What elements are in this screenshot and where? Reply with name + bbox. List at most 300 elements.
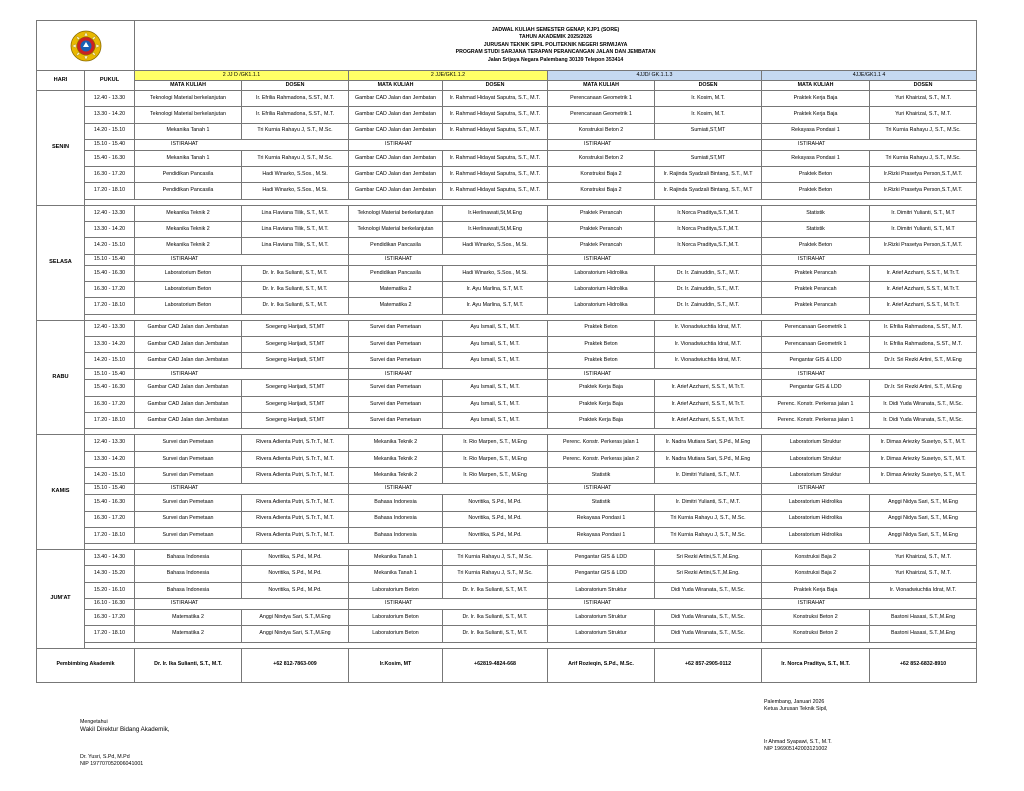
course-name: Laboratorium Struktur — [762, 467, 870, 483]
course-name: Bahasa Indonesia — [349, 495, 443, 511]
lecturer-name: Dr. Ir. Ika Sulianti, S.T., M.T. — [443, 582, 548, 598]
course-name: Gambar CAD Jalan dan Jembatan — [349, 91, 443, 107]
time-slot: 17.20 - 18.10 — [85, 298, 135, 314]
time-slot-row — [37, 451, 977, 467]
course-name: Gambar CAD Jalan dan Jembatan — [135, 396, 242, 412]
lecturer-name: Tri Kurnia Rahayu J, S.T., M.Sc. — [870, 123, 977, 139]
course-name: Mekanika Tanah 1 — [135, 123, 242, 139]
time-slot-row — [37, 599, 977, 610]
break-label: ISTIRAHAT — [762, 254, 977, 265]
course-name: Praktek Beton — [548, 320, 655, 336]
course-name: Laboratorium Hidrolika — [548, 265, 655, 281]
lecturer-name: Soegeng Harijadi, ST,MT — [242, 380, 349, 396]
advisor-name: Ir.Kosim, MT — [349, 648, 443, 682]
course-name: Laboratorium Hidrolika — [762, 495, 870, 511]
course-name: Teknologi Material berkelanjutan — [135, 91, 242, 107]
time-slot-row — [37, 139, 977, 150]
lecturer-name: Ir. Nadra Mutiara Sari, S.Pd., M.Eng — [655, 451, 762, 467]
time-slot: 16.10 - 16.30 — [85, 599, 135, 610]
lecturer-name: Rivera Adienta Putri, S.Tr.T., M.T. — [242, 495, 349, 511]
lecturer-name: Tri Kurnia Rahayu J, S.T., M.Sc. — [655, 527, 762, 543]
lecturer-name: Tri Kurnia Rahayu J, S.T., M.Sc. — [870, 150, 977, 166]
header-line: TAHUN AKADEMIK 2025/2026 — [519, 34, 592, 41]
lecturer-name: Ir.Herlinawati,St,M.Eng — [443, 222, 548, 238]
lecturer-name: Ir. Arief Azzharri, S.S.T., M.Tr.T. — [870, 281, 977, 297]
lecturer-name: Ir. Rajinda Syadzali Bintang, S.T., M.T — [655, 167, 762, 183]
course-name: Survei dan Pemetaan — [349, 396, 443, 412]
lecturer-name: Ir. Vionadwiuchtia Idrat, M.T. — [655, 353, 762, 369]
lecturer-name: Dr. Ir. Zainuddin, S.T., M.T. — [655, 281, 762, 297]
break-label: ISTIRAHAT — [762, 369, 977, 380]
lecturer-name: Ayu Ismail, S.T., M.T. — [443, 320, 548, 336]
sign-left-name: Dr. Yusri, S.Pd, M.Pd — [80, 754, 130, 760]
break-label: ISTIRAHAT — [548, 139, 762, 150]
lecturer-name: Ir. Rahmad Hidayat Saputra, S.T., M.T. — [443, 183, 548, 199]
class-header: 4JJE/GK1.1 4 — [762, 71, 977, 81]
lecturer-name: Ir.Herlinawati,St,M.Eng — [443, 205, 548, 221]
lecturer-name: Tri Kurnia Rahayu J, S.T., M.Sc. — [655, 511, 762, 527]
course-name: Laboratorium Hidrolika — [548, 281, 655, 297]
course-name: Matematika 2 — [349, 281, 443, 297]
lecturer-name: Ir.Rizki Prasetya Person,S.T.,M.T. — [870, 183, 977, 199]
dosen-header: DOSEN — [870, 81, 977, 91]
course-name: Laboratorium Beton — [349, 582, 443, 598]
course-name: Survei dan Pemetaan — [135, 467, 242, 483]
course-name: Perenc. Konstr. Perkeras jalan 1 — [548, 435, 655, 451]
lecturer-name: Tri Kurnia Rahayu J, S.T., M.Sc. — [242, 150, 349, 166]
lecturer-name: Ayu Ismail, S.T., M.T. — [443, 396, 548, 412]
course-name: Laboratorium Beton — [349, 626, 443, 642]
mata-kuliah-header: MATA KULIAH — [548, 81, 655, 91]
lecturer-name: Ir. Didi Yuda Wiranata, S.T., M.Sc. — [870, 413, 977, 429]
lecturer-name: Ir. Rahmad Hidayat Saputra, S.T., M.T. — [443, 107, 548, 123]
time-slot-row — [37, 495, 977, 511]
time-slot: 16.30 - 17.20 — [85, 511, 135, 527]
course-name: Praktek Kerja Baja — [762, 582, 870, 598]
time-slot: 15.20 - 16.10 — [85, 582, 135, 598]
course-name: Gambar CAD Jalan dan Jembatan — [135, 380, 242, 396]
lecturer-name: Ir. Efrilia Rahmadona, S.ST., M.T. — [870, 320, 977, 336]
course-name: Bahasa Indonesia — [349, 511, 443, 527]
advisor-phone: +62819-4824-668 — [443, 648, 548, 682]
lecturer-name: Sumiati,ST,MT — [655, 150, 762, 166]
break-label: ISTIRAHAT — [762, 599, 977, 610]
course-name: Laboratorium Beton — [135, 298, 242, 314]
day-name: SENIN — [37, 91, 85, 206]
course-name: Laboratorium Struktur — [762, 435, 870, 451]
course-name: Laboratorium Struktur — [548, 610, 655, 626]
lecturer-name: Ir. Arief Azzharri, S.S.T., M.Tr.T. — [655, 413, 762, 429]
time-slot: 13.30 - 14.20 — [85, 107, 135, 123]
lecturer-name: Ir. Efrilia Rahmadona, S.ST., M.T. — [870, 336, 977, 352]
course-name: Mekanika Teknik 2 — [135, 238, 242, 254]
course-name: Mekanika Tanah 1 — [135, 150, 242, 166]
course-name: Konstruksi Baja 2 — [548, 183, 655, 199]
lecturer-name: Yuri Khairizal, S.T., M.T. — [870, 91, 977, 107]
lecturer-name: Lina Flaviana Tilik, S.T., M.T. — [242, 205, 349, 221]
time-slot: 13.30 - 14.20 — [85, 336, 135, 352]
lecturer-name: Novritika, S.Pd., M.Pd. — [443, 527, 548, 543]
time-slot: 14.20 - 15.10 — [85, 353, 135, 369]
course-name: Pendidikan Pancasila — [349, 265, 443, 281]
course-name: Statistik — [548, 467, 655, 483]
time-slot: 14.20 - 15.10 — [85, 123, 135, 139]
course-name: Pendidikan Pancasila — [349, 238, 443, 254]
lecturer-name: Yuri Khairizal, S.T., M.T. — [870, 107, 977, 123]
course-name: Perencanaan Geometrik 1 — [762, 336, 870, 352]
course-name: Praktek Beton — [548, 353, 655, 369]
course-name: Matematika 2 — [349, 298, 443, 314]
time-slot: 15.40 - 16.30 — [85, 150, 135, 166]
course-name: Konstruksi Beton 2 — [762, 610, 870, 626]
time-slot: 12.40 - 13.30 — [85, 91, 135, 107]
class-header: 4JJD/ GK.1.1.3 — [548, 71, 762, 81]
course-name: Mekanika Teknik 2 — [349, 451, 443, 467]
time-slot-row — [37, 550, 977, 566]
lecturer-name: Hadi Winarko, S.Sos., M.Si. — [443, 265, 548, 281]
course-name: Praktek Perancah — [762, 298, 870, 314]
time-slot-row — [37, 413, 977, 429]
sign-left-line2: Wakil Direktur Bidang Akademik, — [80, 726, 170, 733]
course-name: Praktek Perancah — [548, 205, 655, 221]
lecturer-name: Ir. Rio Marpen, S.T., M.Eng — [443, 451, 548, 467]
signature-right — [764, 699, 832, 753]
time-slot-row — [37, 511, 977, 527]
time-slot: 15.10 - 15.40 — [85, 484, 135, 495]
lecturer-name: Anggi Nindya Sari, S.T.,M.Eng — [242, 626, 349, 642]
course-name: Praktek Kerja Baja — [762, 91, 870, 107]
time-slot-row — [37, 107, 977, 123]
time-slot: 16.30 - 17.20 — [85, 281, 135, 297]
time-slot-row — [37, 626, 977, 642]
time-slot-row — [37, 281, 977, 297]
lecturer-name: Sri Rezki Artini,S.T.,M.Eng. — [655, 550, 762, 566]
lecturer-name: Tri Kurnia Rahayu J, S.T., M.Sc. — [242, 123, 349, 139]
lecturer-name: Dr. Ir. Ika Sulianti, S.T., M.T. — [242, 281, 349, 297]
lecturer-name: Ir.Norca Praditya,S.T.,M.T. — [655, 222, 762, 238]
course-name: Laboratorium Struktur — [548, 626, 655, 642]
break-label: ISTIRAHAT — [548, 484, 762, 495]
course-name: Pendidikan Pancasila — [135, 167, 242, 183]
break-label: ISTIRAHAT — [135, 254, 349, 265]
lecturer-name: Ir. Dimitri Yulianti, S.T., M.T. — [655, 495, 762, 511]
course-name: Rekayasa Pondasi 1 — [548, 511, 655, 527]
lecturer-name: Dr.Ir. Sri Rezki Artini, S.T., M.Eng — [870, 353, 977, 369]
break-label: ISTIRAHAT — [349, 139, 548, 150]
course-name: Laboratorium Beton — [135, 281, 242, 297]
course-name: Praktek Kerja Baja — [762, 107, 870, 123]
lecturer-name: Ir. Rahmad Hidayat Saputra, S.T., M.T. — [443, 150, 548, 166]
lecturer-name: Rivera Adienta Putri, S.Tr.T., M.T. — [242, 435, 349, 451]
lecturer-name: Dr. Ir. Ika Sulianti, S.T., M.T. — [443, 610, 548, 626]
lecturer-name: Novritika, S.Pd., M.Pd. — [242, 550, 349, 566]
course-name: Perenc. Konstr. Perkeras jalan 2 — [548, 451, 655, 467]
course-name: Gambar CAD Jalan dan Jembatan — [349, 150, 443, 166]
lecturer-name: Tri Kurnia Rahayu J, S.T., M.Sc. — [443, 566, 548, 582]
lecturer-name: Ayu Ismail, S.T., M.T. — [443, 336, 548, 352]
break-label: ISTIRAHAT — [548, 254, 762, 265]
lecturer-name: Didi Yuda Wiranata, S.T., M.Sc. — [655, 626, 762, 642]
class-header: 2 JJ D /GK1.1.1 — [135, 71, 349, 81]
course-name: Mekanika Teknik 2 — [135, 205, 242, 221]
lecturer-name: Ir. Efrilia Rahmadona, S.ST., M.T. — [242, 91, 349, 107]
lecturer-name: Ir. Vionadwiuchtia Idrat, M.T. — [655, 320, 762, 336]
time-slot: 15.10 - 15.40 — [85, 369, 135, 380]
course-name: Perencanaan Geometrik 1 — [548, 91, 655, 107]
time-slot-row — [37, 205, 977, 221]
course-name: Gambar CAD Jalan dan Jembatan — [349, 107, 443, 123]
time-slot: 13.40 - 14.30 — [85, 550, 135, 566]
lecturer-name: Dr. Ir. Ika Sulianti, S.T., M.T. — [443, 626, 548, 642]
lecturer-name: Novritika, S.Pd., M.Pd. — [242, 582, 349, 598]
course-name: Mekanika Tanah 1 — [349, 550, 443, 566]
time-slot: 17.20 - 18.10 — [85, 626, 135, 642]
course-name: Praktek Kerja Baja — [548, 396, 655, 412]
lecturer-name: Sri Rezki Artini,S.T.,M.Eng. — [655, 566, 762, 582]
course-name: Survei dan Pemetaan — [349, 413, 443, 429]
lecturer-name: Novritika, S.Pd., M.Pd. — [242, 566, 349, 582]
course-name: Mekanika Teknik 2 — [349, 435, 443, 451]
lecturer-name: Anggi Nidya Sari, S.T., M.Eng — [870, 527, 977, 543]
time-slot-row — [37, 336, 977, 352]
lecturer-name: Ir. Vionadwiuchtia Idrat, M.T. — [655, 336, 762, 352]
course-name: Praktek Kerja Baja — [548, 380, 655, 396]
lecturer-name: Rivera Adienta Putri, S.Tr.T., M.T. — [242, 467, 349, 483]
course-name: Pendidikan Pancasila — [135, 183, 242, 199]
break-label: ISTIRAHAT — [762, 139, 977, 150]
time-slot-row — [37, 527, 977, 543]
course-name: Konstruksi Baja 2 — [548, 167, 655, 183]
lecturer-name: Ir. Arief Azzharri, S.S.T., M.Tr.T. — [655, 396, 762, 412]
time-slot: 14.20 - 15.10 — [85, 467, 135, 483]
course-name: Konstruksi Beton 2 — [548, 123, 655, 139]
course-name: Statistik — [548, 495, 655, 511]
advisor-label: Pembimbing Akademik — [37, 648, 135, 682]
sign-right-name: Ir Ahmad Syapawi, S.T., M.T. — [764, 739, 832, 745]
time-slot-row — [37, 610, 977, 626]
break-label: ISTIRAHAT — [349, 484, 548, 495]
course-name: Bahasa Indonesia — [135, 582, 242, 598]
break-label: ISTIRAHAT — [548, 599, 762, 610]
course-name: Perencanaan Geometrik 1 — [762, 320, 870, 336]
advisor-phone: +62 857-2905-0112 — [655, 648, 762, 682]
course-name: Survei dan Pemetaan — [135, 435, 242, 451]
lecturer-name: Rivera Adienta Putri, S.Tr.T., M.T. — [242, 527, 349, 543]
course-name: Mekanika Teknik 2 — [135, 222, 242, 238]
advisor-phone: +62 852-6832-8910 — [870, 648, 977, 682]
lecturer-name: Didi Yuda Wiranata, S.T., M.Sc. — [655, 582, 762, 598]
lecturer-name: Ir. Dimas Ariezky Susetyo, S.T., M.T. — [870, 451, 977, 467]
time-slot: 12.40 - 13.30 — [85, 320, 135, 336]
time-slot-row — [37, 435, 977, 451]
lecturer-name: Novritika, S.Pd., M.Pd. — [443, 495, 548, 511]
time-slot: 15.10 - 15.40 — [85, 254, 135, 265]
lecturer-name: Hadi Winarko, S.Sos., M.Si. — [242, 183, 349, 199]
sign-left-line1: Mengetahui — [80, 719, 108, 725]
time-slot-row — [37, 467, 977, 483]
header-line: JADWAL KULIAH SEMESTER GENAP, KJP1 (SORE) — [491, 26, 620, 33]
lecturer-name: Ir. Rahmad Hidayat Saputra, S.T., M.T. — [443, 167, 548, 183]
course-name: Rekayasa Pondasi 1 — [548, 527, 655, 543]
day-name: KAMIS — [37, 435, 85, 550]
course-name: Statistik — [762, 222, 870, 238]
advisor-name: Dr. Ir. Ika Sulianti, S.T., M.T. — [135, 648, 242, 682]
course-name: Pengantar GIS & LDD — [548, 566, 655, 582]
header-line: JURUSAN TEKNIK SIPIL POLITEKNIK NEGERI SRIWIJAYA — [483, 41, 628, 48]
time-slot: 14.20 - 15.10 — [85, 238, 135, 254]
lecturer-name: Anggi Nidya Sari, S.T., M.Eng — [870, 495, 977, 511]
lecturer-name: Soegeng Harijadi, ST,MT — [242, 336, 349, 352]
course-name: Perencanaan Geometrik 1 — [548, 107, 655, 123]
time-slot: 16.30 - 17.20 — [85, 167, 135, 183]
sign-right-line2: Ketua Jurusan Teknik Sipil, — [764, 706, 828, 712]
dosen-header: DOSEN — [443, 81, 548, 91]
lecturer-name: Dr. Ir. Zainuddin, S.T., M.T. — [655, 298, 762, 314]
course-name: Laboratorium Struktur — [548, 582, 655, 598]
document-header — [135, 21, 977, 71]
course-name: Praktek Kerja Baja — [548, 413, 655, 429]
time-slot-row — [37, 123, 977, 139]
header-line: Jalan Srijaya Negara Palembang 30139 Telepon 353414 — [487, 56, 624, 63]
time-slot: 12.40 - 13.30 — [85, 435, 135, 451]
course-name: Bahasa Indonesia — [135, 550, 242, 566]
lecturer-name: Rivera Adienta Putri, S.Tr.T., M.T. — [242, 451, 349, 467]
advisor-name: Arif Rozieqin, S.Pd., M.Sc. — [548, 648, 655, 682]
course-name: Perenc. Konstr. Perkeras jalan 1 — [762, 413, 870, 429]
lecturer-name: Ir. Dimitri Yulianti, S.T., M.T — [870, 222, 977, 238]
time-slot-row — [37, 254, 977, 265]
course-name: Gambar CAD Jalan dan Jembatan — [349, 167, 443, 183]
course-name: Survei dan Pemetaan — [349, 336, 443, 352]
time-slot: 16.30 - 17.20 — [85, 396, 135, 412]
lecturer-name: Ir. Ayu Marlina, S.T, M.T. — [443, 281, 548, 297]
course-name: Praktek Perancah — [762, 281, 870, 297]
course-name: Survei dan Pemetaan — [135, 495, 242, 511]
lecturer-name: Anggi Nindya Sari, S.T.,M.Eng — [242, 610, 349, 626]
time-slot: 15.10 - 15.40 — [85, 139, 135, 150]
course-name: Laboratorium Beton — [349, 610, 443, 626]
schedule-table — [36, 20, 977, 683]
header-line: PROGRAM STUDI SARJANA TERAPAN PERANCANGAN JALAN DAN JEMBATAN — [455, 49, 656, 56]
break-label: ISTIRAHAT — [762, 484, 977, 495]
advisor-row — [37, 648, 977, 682]
time-slot: 15.40 - 16.30 — [85, 495, 135, 511]
lecturer-name: Ayu Ismail, S.T., M.T. — [443, 413, 548, 429]
time-slot: 15.40 - 16.30 — [85, 380, 135, 396]
time-slot-row — [37, 566, 977, 582]
lecturer-name: Ir.Rizki Prasetya Person,S.T.,M.T. — [870, 167, 977, 183]
lecturer-name: Soegeng Harijadi, ST,MT — [242, 353, 349, 369]
day-name: SELASA — [37, 205, 85, 320]
time-slot: 17.20 - 18.10 — [85, 413, 135, 429]
lecturer-name: Ir. Rio Marpen, S.T., M.Eng — [443, 435, 548, 451]
course-name: Perenc. Konstr. Perkeras jalan 1 — [762, 396, 870, 412]
time-slot-row — [37, 167, 977, 183]
course-name: Praktek Perancah — [548, 238, 655, 254]
sign-right-nip: NIP 196905142003121002 — [764, 746, 828, 752]
sign-right-line1: Palembang, Januari 2026 — [764, 699, 825, 705]
course-name: Gambar CAD Jalan dan Jembatan — [349, 123, 443, 139]
lecturer-name: Ir. Vionadwiuchtia Idrat, M.T. — [870, 582, 977, 598]
hari-header: HARI — [37, 71, 85, 91]
time-slot: 14.30 - 15.20 — [85, 566, 135, 582]
lecturer-name: Ir. Kosim, M.T. — [655, 107, 762, 123]
time-slot: 12.40 - 13.30 — [85, 205, 135, 221]
course-name: Pengantar GIS & LDD — [548, 550, 655, 566]
lecturer-name: Dr. Ir. Zainuddin, S.T., M.T. — [655, 265, 762, 281]
lecturer-name: Soegeng Harijadi, ST,MT — [242, 413, 349, 429]
class-header: 2 JJE/GK1.1.2 — [349, 71, 548, 81]
logo-cell — [37, 21, 135, 71]
lecturer-name: Hadi Winarko, S.Sos., M.Si. — [242, 167, 349, 183]
break-label: ISTIRAHAT — [548, 369, 762, 380]
course-name: Konstruksi Beton 2 — [548, 150, 655, 166]
time-slot: 17.20 - 18.10 — [85, 527, 135, 543]
course-name: Bahasa Indonesia — [135, 566, 242, 582]
lecturer-name: Bastoni Hasasi, S.T.,M.Eng — [870, 626, 977, 642]
course-name: Praktek Perancah — [762, 265, 870, 281]
lecturer-name: Ir. Rajinda Syadzali Bintang, S.T., M.T — [655, 183, 762, 199]
mata-kuliah-header: MATA KULIAH — [762, 81, 870, 91]
lecturer-name: Soegeng Harijadi, ST,MT — [242, 396, 349, 412]
course-name: Teknologi Material berkelanjutan — [135, 107, 242, 123]
lecturer-name: Bastoni Hasasi, S.T.,M.Eng — [870, 610, 977, 626]
mata-kuliah-header: MATA KULIAH — [349, 81, 443, 91]
lecturer-name: Dr. Ir. Ika Sulianti, S.T., M.T. — [242, 298, 349, 314]
time-slot-row — [37, 380, 977, 396]
break-label: ISTIRAHAT — [135, 599, 349, 610]
break-label: ISTIRAHAT — [349, 599, 548, 610]
signature-left — [80, 719, 170, 768]
lecturer-name: Ir. Arief Azzharri, S.S.T., M.Tr.T. — [870, 298, 977, 314]
lecturer-name: Ir. Kosim, M.T. — [655, 91, 762, 107]
course-name: Pengantar GIS & LDD — [762, 353, 870, 369]
sign-left-nip: NIP 197707052006041001 — [80, 761, 144, 767]
course-name: Survei dan Pemetaan — [349, 320, 443, 336]
lecturer-name: Ir.Norca Praditya,S.T.,M.T. — [655, 205, 762, 221]
course-name: Konstruksi Baja 2 — [762, 566, 870, 582]
course-name: Praktek Beton — [548, 336, 655, 352]
course-name: Survei dan Pemetaan — [135, 451, 242, 467]
time-slot: 13.30 - 14.20 — [85, 222, 135, 238]
course-name: Laboratorium Hidrolika — [762, 511, 870, 527]
lecturer-name: Tri Kurnia Rahayu J, S.T., M.Sc. — [443, 550, 548, 566]
lecturer-name: Ir. Efrilia Rahmadona, S.ST., M.T. — [242, 107, 349, 123]
lecturer-name: Rivera Adienta Putri, S.Tr.T., M.T. — [242, 511, 349, 527]
course-name: Gambar CAD Jalan dan Jembatan — [135, 413, 242, 429]
course-name: Konstruksi Beton 2 — [762, 626, 870, 642]
course-name: Survei dan Pemetaan — [349, 380, 443, 396]
course-name: Mekanika Tanah 1 — [349, 566, 443, 582]
lecturer-name: Ir. Didi Yuda Wiranata, S.T., M.Sc. — [870, 396, 977, 412]
lecturer-name: Novritika, S.Pd., M.Pd. — [443, 511, 548, 527]
course-name: Praktek Beton — [762, 183, 870, 199]
advisor-phone: +62 812-7863-009 — [242, 648, 349, 682]
mata-kuliah-header: MATA KULIAH — [135, 81, 242, 91]
course-name: Gambar CAD Jalan dan Jembatan — [135, 353, 242, 369]
lecturer-name: Ayu Ismail, S.T., M.T. — [443, 380, 548, 396]
lecturer-name: Yuri Khairizal, S.T., M.T. — [870, 550, 977, 566]
course-name: Survei dan Pemetaan — [135, 511, 242, 527]
course-name: Laboratorium Struktur — [762, 451, 870, 467]
lecturer-name: Ir. Dimitri Yulianti, S.T., M.T. — [655, 467, 762, 483]
time-slot: 13.30 - 14.20 — [85, 451, 135, 467]
time-slot-row — [37, 298, 977, 314]
time-slot: 15.40 - 16.30 — [85, 265, 135, 281]
course-name: Laboratorium Hidrolika — [762, 527, 870, 543]
break-label: ISTIRAHAT — [135, 369, 349, 380]
lecturer-name: Ir. Ayu Marlina, S.T, M.T. — [443, 298, 548, 314]
